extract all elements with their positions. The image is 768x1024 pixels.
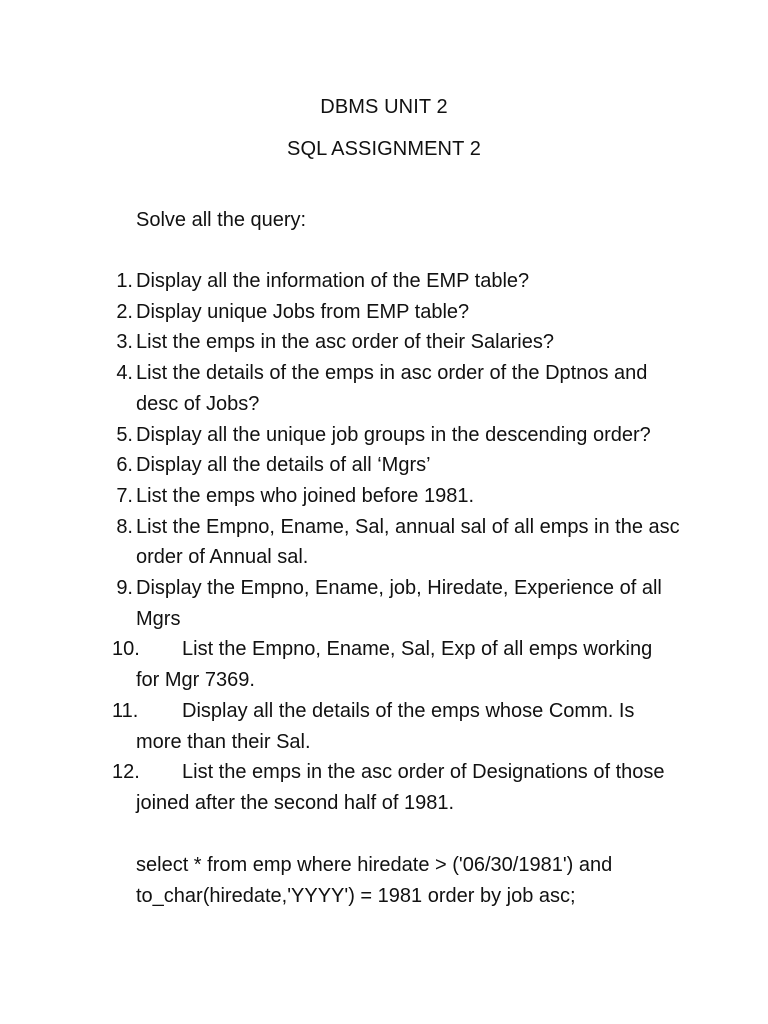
question-number: 5.	[116, 423, 133, 446]
question-number: 8.	[116, 515, 133, 538]
question-item	[0, 358, 768, 419]
question-number: 3.	[116, 331, 133, 354]
question-text: Display all the unique job groups in the descending order?	[136, 423, 651, 446]
question-number: 6.	[116, 454, 133, 477]
question-item	[0, 420, 768, 451]
question-number: 10.	[112, 638, 140, 661]
question-text: Display unique Jobs from EMP table?	[136, 300, 470, 323]
document-title: DBMS UNIT 2	[320, 96, 448, 118]
question-number: 4.	[116, 362, 133, 385]
question-item	[0, 634, 768, 695]
question-number: 12.	[112, 761, 140, 784]
question-text: List the emps in the asc order of their Salaries?	[136, 331, 554, 354]
question-number: 9.	[116, 577, 133, 600]
question-item	[0, 573, 768, 634]
question-text: List the emps who joined before 1981.	[136, 484, 474, 507]
question-item	[0, 512, 768, 573]
question-text: List the Empno, Ename, Sal, Exp of all emps working for Mgr 7369.	[136, 638, 653, 692]
answer-sql-query: select * from emp where hiredate > ('06/30/1981') and to_char(hiredate,'YYYY') = 1981 order by job asc;	[136, 854, 613, 907]
question-item	[0, 327, 768, 358]
question-item	[0, 481, 768, 512]
question-number: 7.	[116, 484, 133, 507]
question-text: List the details of the emps in asc order of the Dptnos and desc of Jobs?	[136, 362, 648, 415]
question-text: Display all the information of the EMP table?	[136, 270, 530, 292]
document-subtitle: SQL ASSIGNMENT 2	[287, 138, 481, 160]
question-text: Display the Empno, Ename, job, Hiredate, Experience of all Mgrs	[136, 577, 662, 630]
question-list	[0, 266, 768, 819]
question-item	[0, 696, 768, 757]
question-text: List the emps in the asc order of Designations of those joined after the second half of 1981.	[136, 761, 665, 814]
question-item	[0, 757, 768, 818]
instructions-text: Solve all the query:	[136, 209, 307, 231]
question-number: 1.	[116, 270, 133, 292]
question-text: List the Empno, Ename, Sal, annual sal of all emps in the asc order of Annual sal.	[136, 515, 680, 569]
question-item	[0, 297, 768, 328]
question-number: 2.	[116, 300, 133, 323]
question-text: Display all the details of the emps whose Comm. Is more than their Sal.	[136, 699, 635, 753]
question-item	[0, 450, 768, 481]
question-number: 11.	[112, 699, 139, 722]
question-text: Display all the details of all ‘Mgrs’	[136, 454, 431, 477]
question-item	[0, 266, 768, 297]
